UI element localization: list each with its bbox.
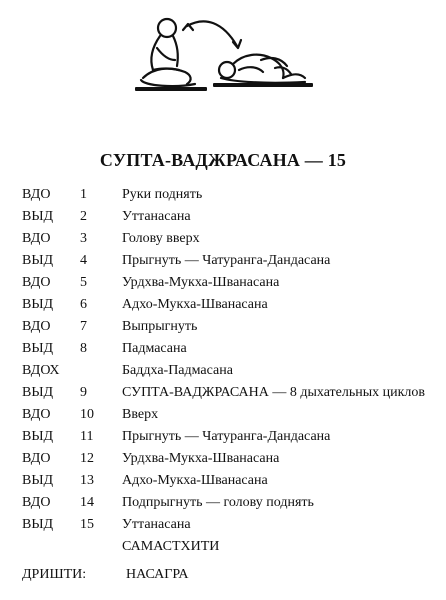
- sequence-list: [0, 184, 446, 558]
- breath-cue: ВЫД: [22, 429, 54, 444]
- breath-cue: ВДО: [22, 187, 51, 202]
- sequence-row: [0, 536, 446, 558]
- breath-cue: ВЫД: [22, 341, 54, 356]
- step-action: САМАСТХИТИ: [122, 539, 220, 554]
- seated-figure-icon: [141, 19, 195, 86]
- drishti-row: [0, 564, 446, 586]
- step-number: 12: [80, 451, 94, 466]
- step-number: 7: [80, 319, 87, 334]
- breath-cue: ВДОХ: [22, 363, 60, 378]
- sequence-row: [0, 228, 446, 250]
- step-number: 4: [80, 253, 87, 268]
- sequence-row: [0, 250, 446, 272]
- breath-cue: ВДО: [22, 495, 51, 510]
- breath-cue: ВЫД: [22, 209, 54, 224]
- step-action: Уттанасана: [122, 517, 191, 532]
- sequence-row: [0, 316, 446, 338]
- breath-cue: ВЫД: [22, 473, 54, 488]
- step-action: Урдхва-Мукха-Шванасана: [122, 275, 280, 290]
- breath-cue: ВЫД: [22, 385, 54, 400]
- step-number: 15: [80, 517, 94, 532]
- breath-cue: ВДО: [22, 231, 51, 246]
- breath-cue: ВЫД: [22, 253, 54, 268]
- breath-cue: ВДО: [22, 275, 51, 290]
- step-number: 9: [80, 385, 87, 400]
- breath-cue: ВДО: [22, 451, 51, 466]
- breath-cue: ВЫД: [22, 517, 54, 532]
- reclined-figure-icon: [219, 55, 305, 83]
- page-title: СУПТА-ВАДЖРАСАНА — 15: [99, 150, 347, 170]
- sequence-row: [0, 360, 446, 382]
- sequence-row: [0, 448, 446, 470]
- sequence-row: [0, 514, 446, 536]
- step-number: 13: [80, 473, 94, 488]
- step-action: Адхо-Мукха-Шванасана: [122, 297, 268, 312]
- step-action: Прыгнуть — Чатуранга-Дандасана: [122, 429, 331, 444]
- step-action: Прыгнуть — Чатуранга-Дандасана: [122, 253, 331, 268]
- step-action: Баддха-Падмасана: [122, 363, 233, 378]
- step-action: Руки поднять: [122, 187, 203, 202]
- sequence-row: [0, 426, 446, 448]
- sequence-row: [0, 184, 446, 206]
- sequence-row: [0, 338, 446, 360]
- step-action: Выпрыгнуть: [122, 319, 198, 334]
- sequence-row: [0, 382, 446, 404]
- step-number: 8: [80, 341, 87, 356]
- sequence-row: [0, 272, 446, 294]
- step-action: Уттанасана: [122, 209, 191, 224]
- step-number: 3: [80, 231, 87, 246]
- step-number: 14: [80, 495, 94, 510]
- sequence-row: [0, 492, 446, 514]
- sequence-row: [0, 470, 446, 492]
- drishti-value: НАСАГРА: [126, 567, 189, 582]
- step-action: Вверх: [122, 407, 159, 422]
- step-action: Подпрыгнуть — голову поднять: [122, 495, 314, 510]
- step-number: 1: [80, 187, 87, 202]
- step-action: Адхо-Мукха-Шванасана: [122, 473, 268, 488]
- pose-illustration: [135, 8, 360, 98]
- step-number: 5: [80, 275, 87, 290]
- breath-cue: ВДО: [22, 319, 51, 334]
- step-action: Падмасана: [122, 341, 187, 356]
- step-number: 11: [80, 429, 94, 444]
- step-number: 2: [80, 209, 87, 224]
- step-number: 10: [80, 407, 94, 422]
- step-number: 6: [80, 297, 87, 312]
- sequence-row: [0, 206, 446, 228]
- sequence-row: [0, 404, 446, 426]
- step-action: Урдхва-Мукха-Шванасана: [122, 451, 280, 466]
- breath-cue: ВЫД: [22, 297, 54, 312]
- transition-arrow-icon: [183, 21, 241, 48]
- step-action: СУПТА-ВАДЖРАСАНА — 8 дыхательных циклов: [122, 385, 426, 400]
- drishti-label: ДРИШТИ:: [22, 567, 87, 582]
- sequence-row: [0, 294, 446, 316]
- breath-cue: ВДО: [22, 407, 51, 422]
- step-action: Голову вверх: [122, 231, 200, 246]
